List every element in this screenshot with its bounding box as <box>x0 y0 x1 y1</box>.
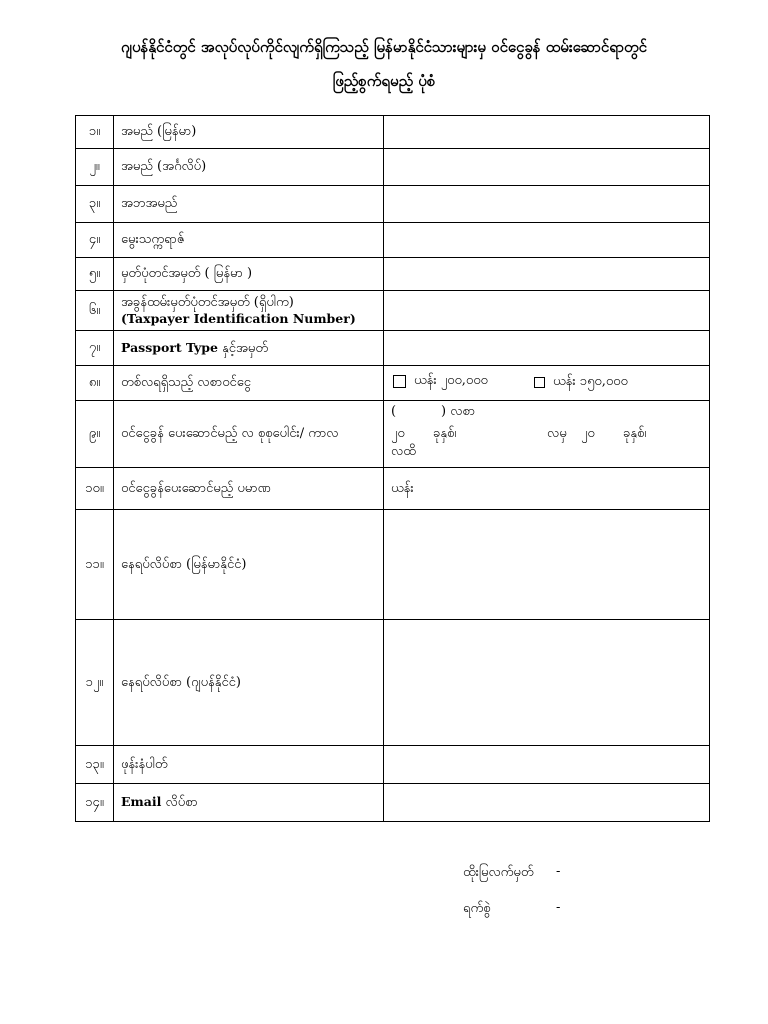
period-year-prefix: ၂၀ <box>581 426 595 441</box>
period-year-word: ခုနှစ်၊ <box>623 426 647 441</box>
table-row <box>76 784 710 822</box>
passport-number-label: နှင့်အမှတ် <box>222 340 269 356</box>
field-name-english[interactable] <box>384 149 710 186</box>
row-label-tax-amount: ဝင်ငွေခွန်ပေးဆောင်မည့် ပမာဏ <box>114 468 384 510</box>
tin-label-english: (Taxpayer Identification Number) <box>121 310 356 326</box>
field-email[interactable] <box>384 784 710 822</box>
table-row <box>76 746 710 784</box>
field-address-japan[interactable] <box>384 620 710 746</box>
row-label-monthly-salary: တစ်လရရှိသည့် လစာဝင်ငွေ <box>114 366 384 401</box>
checkbox[interactable] <box>393 375 406 388</box>
table-row <box>76 331 710 366</box>
row-label-address-japan: နေရပ်လိပ်စာ (ဂျပန်နိုင်ငံ) <box>114 620 384 746</box>
form-title-line-1: ဂျပန်နိုင်ငံတွင် အလုပ်လုပ်ကိုင်လျက်ရှိကြသည့် မြန်မာနိုင်ငံသားများမှ ဝင်ငွေခွန် ထမ်းဆောင်ရာတွင် <box>121 38 647 56</box>
field-birth-date[interactable] <box>384 223 710 258</box>
period-open-paren: ( <box>391 404 397 419</box>
row-number: ၃။ <box>76 186 114 223</box>
row-number: ၁၁။ <box>76 510 114 620</box>
row-number: ၆။ <box>76 291 114 331</box>
period-months-label: ) လစာ <box>441 404 476 419</box>
row-label-tin <box>114 291 384 331</box>
period-until-label: လထိ <box>391 444 416 459</box>
thumbprint-dash: - <box>556 864 561 879</box>
row-number: ၁၃။ <box>76 746 114 784</box>
row-number: ၁၂။ <box>76 620 114 746</box>
row-number: ၂။ <box>76 149 114 186</box>
period-year-word: ခုနှစ်၊ <box>433 426 457 441</box>
table-row <box>76 620 710 746</box>
table-row <box>76 186 710 223</box>
period-year-prefix: ၂၀ <box>391 426 405 441</box>
field-tax-period[interactable] <box>384 401 710 468</box>
row-number: ၁။ <box>76 116 114 149</box>
field-nrc[interactable] <box>384 258 710 291</box>
period-from-label: လမှ <box>547 426 567 441</box>
table-row <box>76 149 710 186</box>
salary-option-150000[interactable] <box>534 374 628 390</box>
field-name-myanmar[interactable] <box>384 116 710 149</box>
salary-option-label: ယန်း ၂၀၀,၀၀၀ <box>414 373 488 389</box>
email-label: လိပ်စာ <box>165 795 198 810</box>
yen-label: ယန်း <box>391 480 414 496</box>
row-number: ၅။ <box>76 258 114 291</box>
row-label-address-myanmar: နေရပ်လိပ်စာ (မြန်မာနိုင်ငံ) <box>114 510 384 620</box>
row-label-birth-date: မွေးသက္ကရာဇ် <box>114 223 384 258</box>
table-row <box>76 291 710 331</box>
thumbprint-label: ထိုးမြလက်မှတ် <box>463 865 534 880</box>
sign-label: ရက်စွဲ <box>463 901 491 916</box>
row-label-phone: ဖုန်းနံပါတ် <box>114 746 384 784</box>
table-row <box>76 116 710 149</box>
row-label-passport <box>114 331 384 366</box>
row-number: ၇။ <box>76 331 114 366</box>
row-label-name-myanmar: အမည် (မြန်မာ) <box>114 116 384 149</box>
row-number: ၁၀။ <box>76 468 114 510</box>
passport-type-label: Passport Type <box>121 339 218 355</box>
field-father-name[interactable] <box>384 186 710 223</box>
table-row <box>76 223 710 258</box>
table-row <box>76 366 710 401</box>
tin-label: အခွန်ထမ်းမှတ်ပုံတင်အမှတ် (ရှိပါက) <box>121 294 294 310</box>
row-number: ၁၄။ <box>76 784 114 822</box>
row-label-name-english: အမည် (အင်္ဂလိပ်) <box>114 149 384 186</box>
salary-option-label: ယန်း ၁၅၀,၀၀၀ <box>553 374 628 390</box>
field-phone[interactable] <box>384 746 710 784</box>
row-label-father-name: အဘအမည် <box>114 186 384 223</box>
row-label-tax-period: ဝင်ငွေခွန် ပေးဆောင်မည့် လ စုစုပေါင်း/ ကာလ <box>114 401 384 468</box>
table-row <box>76 510 710 620</box>
form-title-line-2: ဖြည့်စွက်ရမည့် ပုံစံ <box>332 72 436 90</box>
field-passport[interactable] <box>384 331 710 366</box>
salary-option-200000[interactable] <box>393 373 488 389</box>
row-label-nrc: မှတ်ပုံတင်အမှတ် ( မြန်မာ ) <box>114 258 384 291</box>
table-row <box>76 258 710 291</box>
row-number: ၈။ <box>76 366 114 401</box>
field-tax-amount[interactable] <box>384 468 710 510</box>
row-number: ၉။ <box>76 401 114 468</box>
tax-form-table <box>75 115 710 822</box>
table-row <box>76 468 710 510</box>
tax-period-fields <box>391 404 702 464</box>
table-row <box>76 401 710 468</box>
row-label-email <box>114 784 384 822</box>
row-number: ၄။ <box>76 223 114 258</box>
sign-dash: - <box>556 900 561 915</box>
email-label-english: Email <box>121 794 162 809</box>
checkbox[interactable] <box>534 377 545 388</box>
field-monthly-salary <box>384 366 710 401</box>
field-address-myanmar[interactable] <box>384 510 710 620</box>
field-tin[interactable] <box>384 291 710 331</box>
